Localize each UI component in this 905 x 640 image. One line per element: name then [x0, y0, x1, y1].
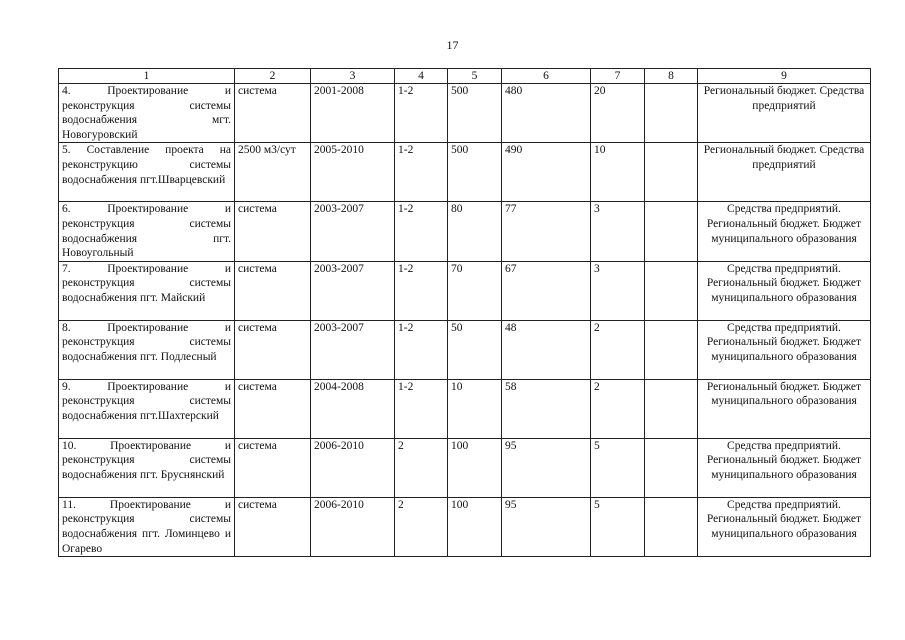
column-6-cell: 95 [502, 497, 591, 556]
column-7-cell: 5 [591, 497, 645, 556]
page-number: 17 [446, 38, 459, 52]
funding-sources-cell: Региональный бюджет. Средства предприятий [698, 143, 871, 202]
column-6-cell: 490 [502, 143, 591, 202]
column-6-cell: 480 [502, 84, 591, 143]
table-row [59, 379, 871, 438]
total-cost-cell: 500 [448, 84, 502, 143]
stage-cell: 1-2 [395, 143, 448, 202]
column-7-cell: 3 [591, 202, 645, 261]
total-cost-cell: 100 [448, 497, 502, 556]
table-row [59, 438, 871, 497]
column-header-5: 5 [448, 69, 502, 84]
capacity-cell: система [235, 202, 311, 261]
column-7-cell: 3 [591, 261, 645, 320]
column-header-6: 6 [502, 69, 591, 84]
column-8-cell [645, 438, 698, 497]
stage-cell: 1-2 [395, 261, 448, 320]
stage-cell: 1-2 [395, 379, 448, 438]
column-6-cell: 67 [502, 261, 591, 320]
column-8-cell [645, 202, 698, 261]
period-cell: 2003-2007 [311, 320, 395, 379]
capacity-cell: система [235, 84, 311, 143]
funding-sources-cell: Средства предприятий. Региональный бюджет. Бюджет муниципального образования [698, 202, 871, 261]
program-table [58, 68, 871, 557]
funding-sources-cell: Средства предприятий. Региональный бюджет. Бюджет муниципального образования [698, 497, 871, 556]
table-row [59, 84, 871, 143]
funding-sources-cell: Средства предприятий. Региональный бюджет. Бюджет муниципального образования [698, 320, 871, 379]
column-header-2: 2 [235, 69, 311, 84]
period-cell: 2004-2008 [311, 379, 395, 438]
table-row [59, 497, 871, 556]
table-row [59, 143, 871, 202]
project-name-cell: 9. Проектирование и реконструкция системы водоснабжения пгт.Шахтерский [59, 379, 235, 438]
period-cell: 2006-2010 [311, 438, 395, 497]
stage-cell: 1-2 [395, 320, 448, 379]
table-row [59, 261, 871, 320]
column-header-1: 1 [59, 69, 235, 84]
capacity-cell: 2500 м3/сут [235, 143, 311, 202]
table-body [59, 84, 871, 557]
total-cost-cell: 80 [448, 202, 502, 261]
funding-sources-cell: Средства предприятий. Региональный бюджет. Бюджет муниципального образования [698, 438, 871, 497]
column-8-cell [645, 320, 698, 379]
column-7-cell: 5 [591, 438, 645, 497]
total-cost-cell: 100 [448, 438, 502, 497]
stage-cell: 2 [395, 438, 448, 497]
project-name-cell: 11. Проектирование и реконструкция системы водоснабжения пгт. Ломинцево и Огарево [59, 497, 235, 556]
stage-cell: 1-2 [395, 84, 448, 143]
column-8-cell [645, 379, 698, 438]
period-cell: 2006-2010 [311, 497, 395, 556]
column-6-cell: 95 [502, 438, 591, 497]
column-8-cell [645, 261, 698, 320]
period-cell: 2003-2007 [311, 202, 395, 261]
column-6-cell: 48 [502, 320, 591, 379]
capacity-cell: система [235, 379, 311, 438]
column-6-cell: 77 [502, 202, 591, 261]
project-name-cell: 5. Составление проекта на реконструкцию системы водоснабжения пгт.Шварцевский [59, 143, 235, 202]
project-name-cell: 8. Проектирование и реконструкция системы водоснабжения пгт. Подлесный [59, 320, 235, 379]
column-header-4: 4 [395, 69, 448, 84]
period-cell: 2001-2008 [311, 84, 395, 143]
stage-cell: 1-2 [395, 202, 448, 261]
funding-sources-cell: Региональный бюджет. Средства предприятий [698, 84, 871, 143]
column-header-9: 9 [698, 69, 871, 84]
column-7-cell: 10 [591, 143, 645, 202]
header-row [59, 69, 871, 84]
column-8-cell [645, 84, 698, 143]
capacity-cell: система [235, 438, 311, 497]
column-6-cell: 58 [502, 379, 591, 438]
project-name-cell: 6. Проектирование и реконструкция системы водоснабжения пгт. Новоугольный [59, 202, 235, 261]
capacity-cell: система [235, 497, 311, 556]
project-name-cell: 4. Проектирование и реконструкция системы водоснабжения мгт. Новогуровский [59, 84, 235, 143]
table-row [59, 202, 871, 261]
column-header-3: 3 [311, 69, 395, 84]
column-8-cell [645, 497, 698, 556]
capacity-cell: система [235, 261, 311, 320]
funding-sources-cell: Средства предприятий. Региональный бюджет. Бюджет муниципального образования [698, 261, 871, 320]
table-row [59, 320, 871, 379]
column-header-8: 8 [645, 69, 698, 84]
column-7-cell: 20 [591, 84, 645, 143]
total-cost-cell: 70 [448, 261, 502, 320]
funding-sources-cell: Региональный бюджет. Бюджет муниципального образования [698, 379, 871, 438]
total-cost-cell: 50 [448, 320, 502, 379]
total-cost-cell: 10 [448, 379, 502, 438]
total-cost-cell: 500 [448, 143, 502, 202]
column-7-cell: 2 [591, 379, 645, 438]
column-7-cell: 2 [591, 320, 645, 379]
period-cell: 2005-2010 [311, 143, 395, 202]
period-cell: 2003-2007 [311, 261, 395, 320]
project-name-cell: 10. Проектирование и реконструкция системы водоснабжения пгт. Бруснянский [59, 438, 235, 497]
project-name-cell: 7. Проектирование и реконструкция системы водоснабжения пгт. Майский [59, 261, 235, 320]
stage-cell: 2 [395, 497, 448, 556]
column-header-7: 7 [591, 69, 645, 84]
column-8-cell [645, 143, 698, 202]
capacity-cell: система [235, 320, 311, 379]
